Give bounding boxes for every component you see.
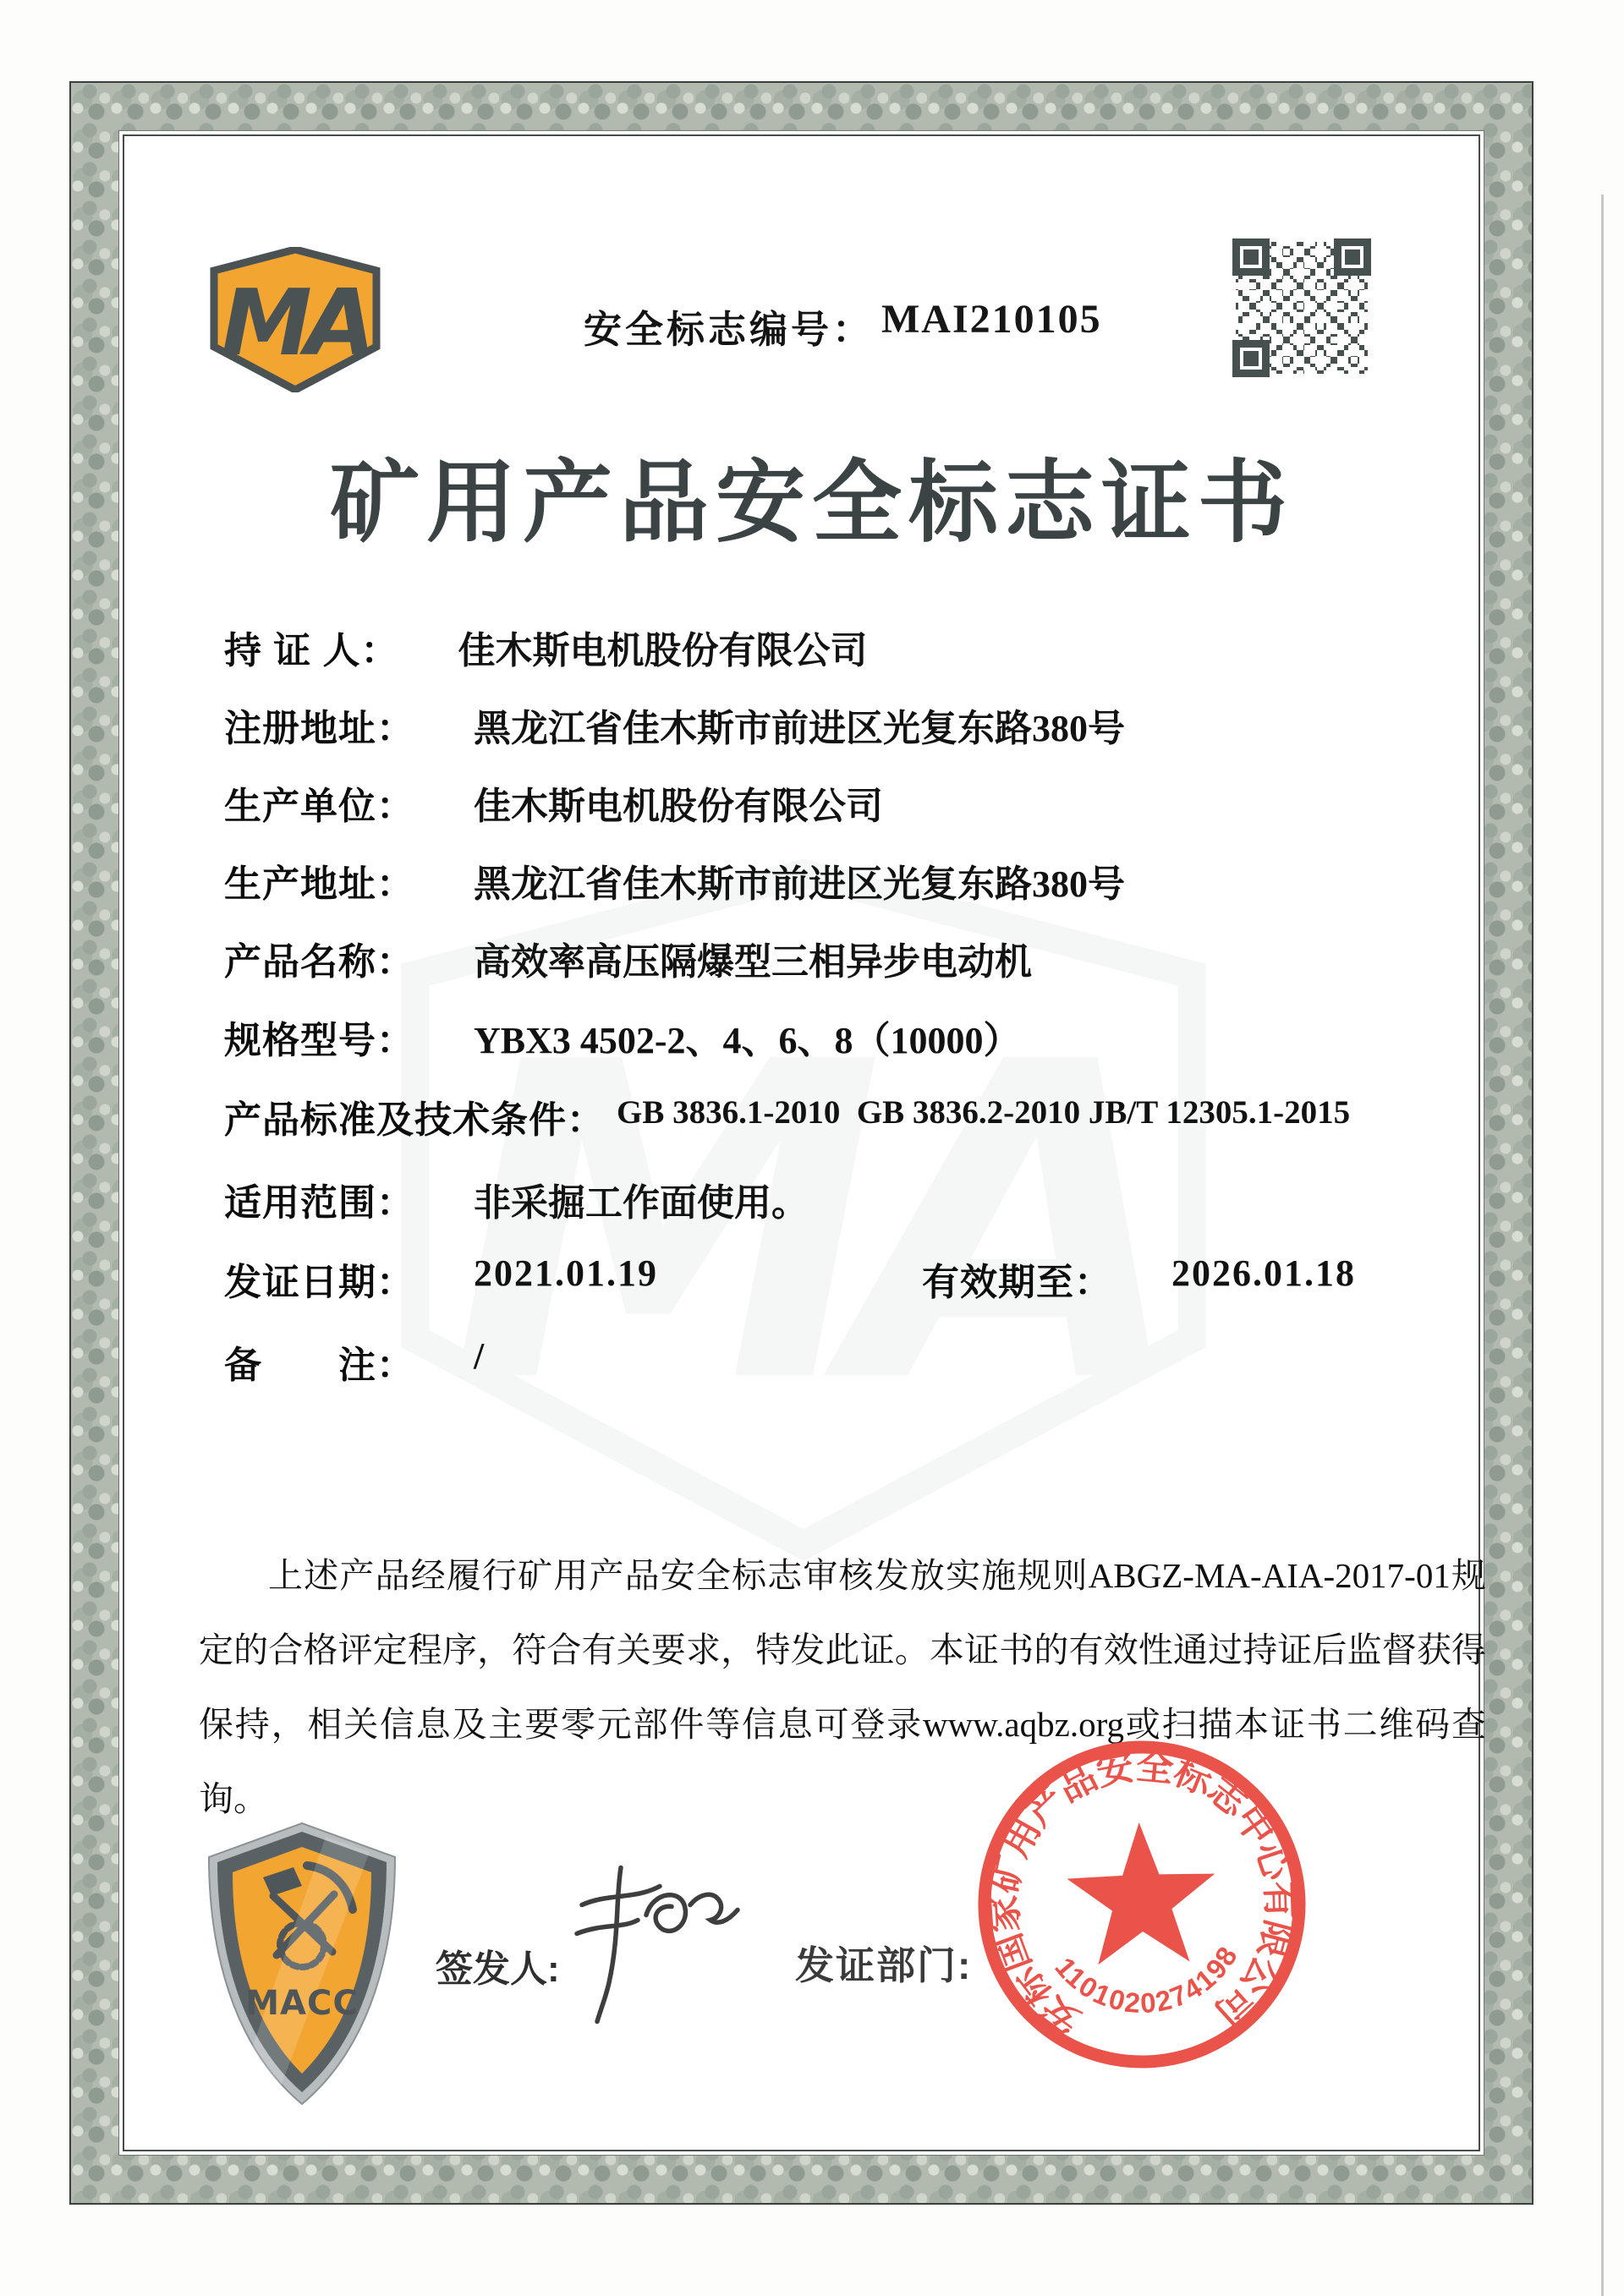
field-label: 备 注：	[224, 1345, 414, 1386]
field-row-standards	[224, 1089, 1489, 1172]
ma-logo-text: MA	[221, 271, 370, 376]
seal-star	[1065, 1820, 1218, 1965]
safety-mark-number-value: MAI210105	[881, 297, 1102, 342]
field-label: 生产单位：	[224, 786, 414, 827]
field-value: /	[474, 1335, 485, 1377]
field-row-scope	[224, 1172, 1489, 1252]
issuer-red-seal	[958, 1721, 1325, 2088]
macc-shield-logo	[199, 1818, 406, 2110]
field-label: 规格型号：	[224, 1020, 414, 1061]
field-label: 适用范围：	[224, 1182, 414, 1224]
field-row-production-address	[224, 853, 1489, 931]
field-row-registered-address	[224, 698, 1489, 775]
field-label: 生产地址：	[224, 863, 414, 905]
field-row-holder	[224, 620, 1489, 698]
field-value: 黑龙江省佳木斯市前进区光复东路380号	[474, 863, 1125, 905]
certificate-statement: 上述产品经履行矿用产品安全标志审核发放实施规则ABGZ-MA-AIA-2017-01规定的合格评定程序，符合有关要求，特发此证。本证书的有效性通过持证后监督获得保持，相关信息及主要零元部件等信息可登录www.aqbz.org或扫描本证书二维码查询。	[199, 1556, 1486, 1818]
field-label: 产品标准及技术条件：	[224, 1099, 605, 1141]
field-row-remarks	[224, 1334, 1489, 1412]
field-row-model	[224, 1010, 1489, 1089]
macc-text: MACC	[245, 1984, 359, 2023]
valid-until-label: 有效期至：	[922, 1262, 1112, 1303]
qr-code-icon	[1231, 237, 1373, 379]
field-value: GB 3836.1-2010 GB 3836.2-2010 JB/T 12305.1-2015	[617, 1094, 1351, 1131]
ma-logo	[197, 247, 393, 392]
qr-finder-top-right	[1334, 238, 1371, 276]
field-value: 高效率高压隔爆型三相异步电动机	[474, 941, 1032, 983]
field-value: 佳木斯电机股份有限公司	[474, 786, 883, 827]
valid-until-value: 2026.01.18	[1171, 1252, 1356, 1294]
field-label: 持 证 人：	[224, 630, 399, 671]
issuer-label: 发证部门:	[795, 1943, 973, 1987]
qr-finder-bottom-left	[1232, 340, 1270, 377]
field-row-dates	[224, 1252, 1489, 1334]
seal-ring-text: 安标国家矿用产品安全标志中心有限公司	[982, 1745, 1301, 2043]
issue-date-value: 2021.01.19	[474, 1252, 658, 1294]
field-value: 非采掘工作面使用。	[474, 1182, 809, 1224]
signer-signature	[548, 1854, 747, 2036]
qr-finder-top-left	[1232, 238, 1270, 276]
certificate-fields	[224, 620, 1489, 1412]
field-value: 黑龙江省佳木斯市前进区光复东路380号	[474, 708, 1125, 749]
field-label: 注册地址：	[224, 708, 414, 749]
certificate-title: 矿用产品安全标志证书	[330, 454, 1294, 553]
scan-edge-line	[1601, 195, 1604, 2296]
field-row-product-name	[224, 931, 1489, 1010]
field-value: YBX3 4502-2、4、6、8（10000）	[474, 1020, 1021, 1061]
seal-number: 1101020274198	[1049, 1939, 1244, 2019]
issue-date-label: 发证日期：	[224, 1262, 414, 1303]
safety-mark-number-label: 安全标志编号：	[584, 308, 875, 351]
field-label: 产品名称：	[224, 941, 414, 983]
field-value: 佳木斯电机股份有限公司	[458, 630, 868, 671]
field-row-manufacturer	[224, 775, 1489, 853]
signer-label: 签发人:	[436, 1948, 560, 1990]
